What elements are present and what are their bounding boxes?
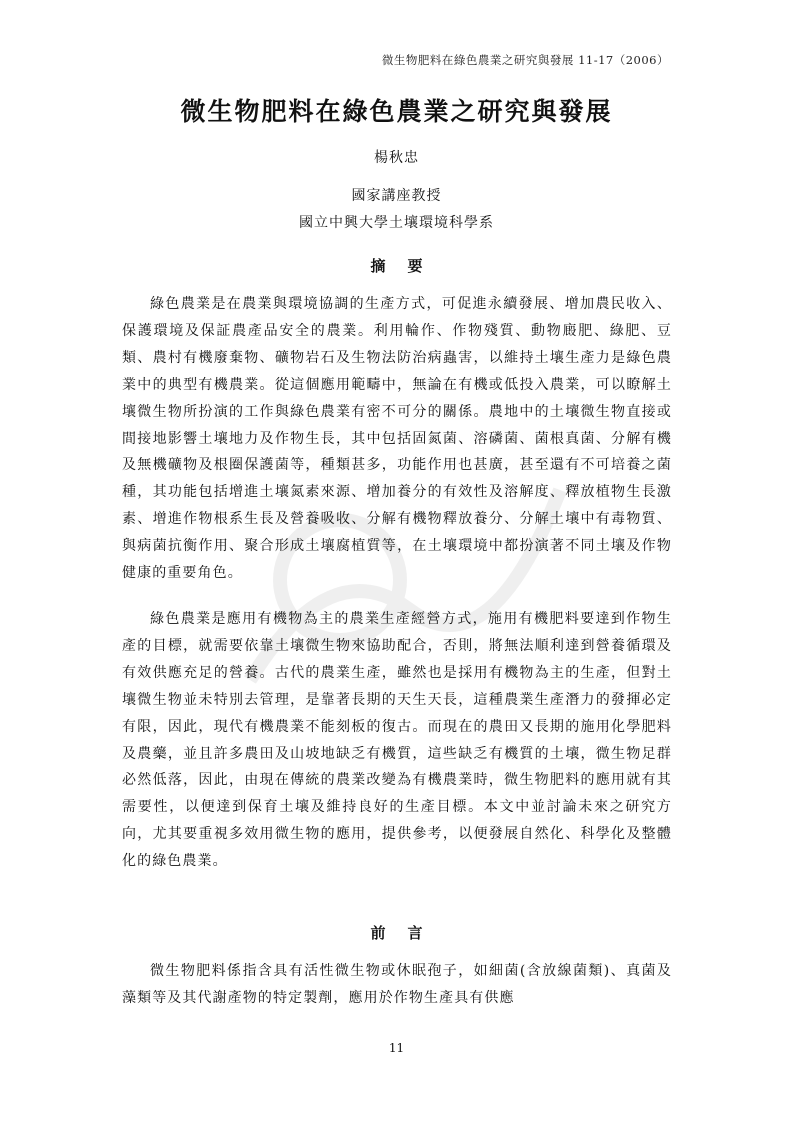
abstract-heading: 摘要 (370, 257, 445, 275)
introduction-paragraph: 微生物肥料係指含具有活性微生物或休眠孢子，如細菌(含放線菌類)、真菌及藻類等及其代謝產物的特定製劑，應用於作物生產具有供應 (122, 963, 672, 1006)
abstract-paragraph-1: 綠色農業是在農業與環境協調的生產方式，可促進永續發展、增加農民收入、保護環境及保証農產品安全的農業。利用輪作、作物殘質、動物廄肥、綠肥、豆類、農村有機廢棄物、礦物岩石及生物法防治病蟲害，以維持土壤生產力是綠色農業中的典型有機農業。從這個應用範疇中，無論在有機或低投入農業，可以瞭解土壤微生物所扮演的工作與綠色農業有密不可分的關係。農地中的土壤微生物直接或間接地影響土壤地力及作物生長，其中包括固氮菌、溶磷菌、菌根真菌、分解有機及無機礦物及根圈保護菌等，種類甚多，功能作用也甚廣，甚至還有不可培養之菌種，其功能包括增進土壤氮素來源、增加養分的有效性及溶解度、釋放植物生長激素、增進作物根系生長及營養吸收、分解有機物釋放養分、分解土壤中有毒物質、與病菌抗衡作用、聚合形成土壤腐植質等，在土壤環境中都扮演著不同土壤及作物健康的重要角色。 (122, 296, 672, 582)
article-title: 微生物肥料在綠色農業之研究與發展 (180, 97, 613, 126)
introduction-heading: 前言 (370, 924, 445, 942)
page-number: 11 (388, 1041, 405, 1055)
author-department: 國立中興大學土壤環境科學系 (299, 215, 494, 231)
author-position: 國家講座教授 (351, 188, 442, 204)
abstract-paragraph-2: 綠色農業是應用有機物為主的農業生產經營方式，施用有機肥料要達到作物生產的目標，就需要依靠土壤微生物來協助配合，否則，將無法順利達到營養循環及有效供應充足的營養。古代的農業生產，雖然也是採用有機物為主的生產，但對土壤微生物並未特別去管理，是靠著長期的天生天長，這種農業生產潛力的發揮必定有限，因此，現代有機農業不能刻板的復古。而現在的農田又長期的施用化學肥料及農藥，並且許多農田及山坡地缺乏有機質，這些缺乏有機質的土壤，微生物足群必然低落，因此，由現在傳統的農業改變為有機農業時，微生物肥料的應用就有其需要性，以便達到保育土壤及維持良好的生產目標。本文中並討論未來之研究方向，尤其要重視多效用微生物的應用，提供參考，以便發展自然化、科學化及整體化的綠色農業。 (122, 611, 672, 870)
running-header: 微生物肥料在綠色農業之研究與發展 11-17（2006） (381, 53, 669, 67)
author-name: 楊秋忠 (374, 150, 419, 166)
